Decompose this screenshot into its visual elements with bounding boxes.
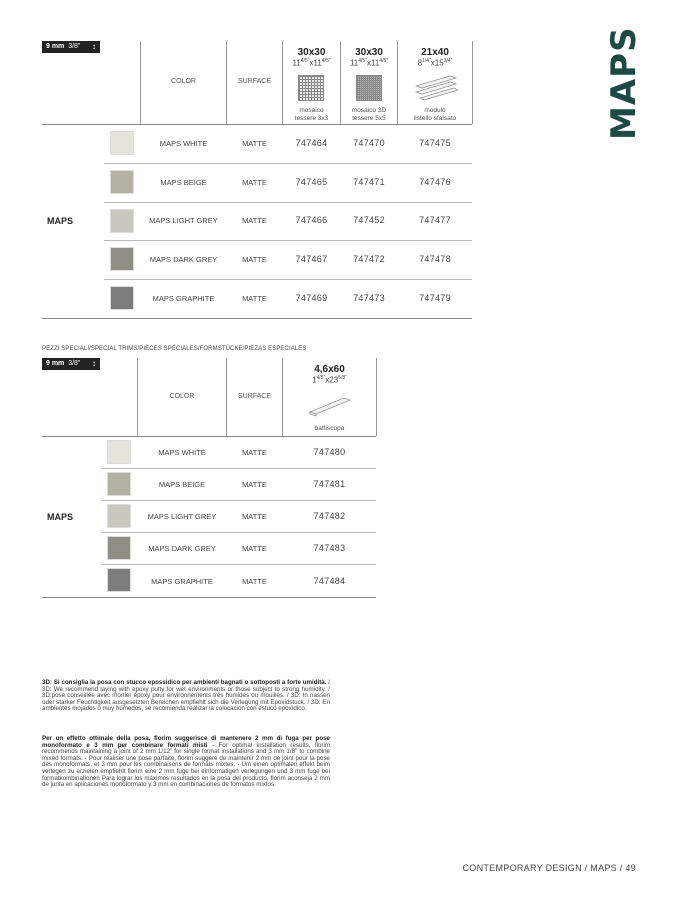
mosaic-5x5-icon	[356, 75, 382, 101]
surface: MATTE	[242, 480, 267, 489]
divider	[102, 532, 376, 533]
column-header-color: COLOR	[169, 393, 195, 400]
product-code: 747481	[313, 479, 346, 489]
column-header-color: COLOR	[171, 78, 196, 85]
format-caption: mosaico 3D tessere 5x5	[351, 107, 387, 122]
color-swatch	[107, 504, 131, 528]
surface: MATTE	[242, 178, 267, 187]
format-inches: $11^{4/5"}x11^{4/5"}$	[292, 58, 331, 68]
product-code: 747469	[295, 293, 328, 303]
series-label: MAPS	[47, 216, 74, 226]
divider	[104, 202, 472, 203]
format-caption: battiscopa	[314, 425, 345, 432]
product-code: 747473	[353, 293, 385, 303]
color-name: MAPS LIGHT GREY	[147, 512, 217, 521]
thickness-mm: 9 mm	[46, 43, 65, 50]
format-inches: $1^{4/5"}x23^{5/8"}$	[312, 375, 347, 385]
format-size: 30x30	[355, 47, 383, 58]
surface: MATTE	[242, 512, 267, 521]
color-name: MAPS WHITE	[159, 139, 208, 148]
product-code: 747477	[419, 215, 451, 225]
note-heading: 3D: Si consiglia la posa con stucco epossidico per ambienti bagnati o sottoposti a forte umidità.	[42, 679, 327, 686]
color-name: MAPS DARK GREY	[148, 544, 216, 553]
format-size: 30x30	[297, 47, 326, 58]
format-size: 4,6x60	[314, 364, 345, 375]
product-code: 747471	[353, 177, 385, 187]
color-swatch	[110, 131, 134, 155]
color-swatch	[107, 568, 131, 592]
color-swatch	[110, 209, 134, 233]
surface: MATTE	[242, 577, 267, 586]
color-name: MAPS GRAPHITE	[152, 294, 215, 303]
color-swatch	[110, 170, 134, 194]
color-name: MAPS GRAPHITE	[151, 577, 213, 586]
divider	[104, 163, 472, 164]
surface: MATTE	[242, 139, 267, 148]
divider	[102, 564, 376, 565]
special-trims-label: PEZZI SPECIALI/SPECIAL TRIMS/PIÈCES SPÉCIALES/FORMSTÜCKE/PIEZAS ESPECIALES	[42, 346, 307, 352]
color-swatch	[110, 286, 134, 310]
divider	[102, 468, 376, 469]
column-header-surface: SURFACE	[237, 393, 272, 400]
product-code: 747478	[419, 254, 451, 264]
surface: MATTE	[242, 448, 267, 457]
thickness-inch: 3/8"	[68, 360, 81, 367]
thickness-inch: 3/8"	[68, 43, 81, 50]
format-inches: $11^{4/5"}x11^{4/5"}$	[349, 58, 389, 68]
color-swatch	[107, 472, 131, 496]
collection-title: MAPS	[604, 26, 644, 140]
product-code: 747475	[419, 138, 451, 148]
product-code: 747479	[419, 293, 451, 303]
product-code: 747466	[295, 215, 328, 225]
product-code: 747467	[295, 254, 328, 264]
note-heading: Per un effetto ottimale della posa, florim suggerisce di mantenere 2 mm di fuga per pose monoformato e 3 mm per combinare formati misti	[42, 735, 330, 749]
product-code: 747482	[313, 511, 346, 521]
divider	[42, 436, 376, 437]
thickness-mm: 9 mm	[46, 360, 65, 367]
color-name: MAPS LIGHT GREY	[149, 216, 218, 225]
product-code: 747470	[353, 138, 385, 148]
product-code: 747464	[295, 138, 328, 148]
divider	[42, 597, 376, 598]
product-code: 747472	[353, 254, 385, 264]
thickness-badge	[42, 358, 100, 370]
divider	[42, 124, 472, 125]
format-caption: mosaico tessere 3x3	[294, 107, 329, 122]
divider	[104, 279, 472, 280]
divider	[376, 358, 377, 436]
color-name: MAPS BEIGE	[160, 178, 207, 187]
series-label: MAPS	[47, 512, 74, 522]
color-name: MAPS BEIGE	[158, 480, 206, 489]
format-inches: $8^{1/4"}x15^{3/4"}$	[417, 58, 453, 68]
surface: MATTE	[242, 544, 267, 553]
format-caption: modulo listello sfalsato	[413, 107, 457, 122]
thickness-arrow-icon: ↕	[92, 359, 96, 368]
divider	[104, 240, 472, 241]
product-code: 747465	[295, 177, 328, 187]
color-name: MAPS DARK GREY	[149, 255, 218, 264]
product-code: 747452	[353, 215, 385, 225]
color-swatch	[107, 440, 131, 464]
thickness-arrow-icon: ↕	[92, 42, 96, 51]
surface: MATTE	[242, 294, 267, 303]
color-name: MAPS WHITE	[158, 448, 206, 457]
product-code: 747480	[313, 447, 346, 457]
listello-icon	[410, 70, 460, 102]
surface: MATTE	[242, 216, 267, 225]
column-header-surface: SURFACE	[237, 78, 272, 85]
surface: MATTE	[242, 255, 267, 264]
color-swatch	[107, 536, 131, 560]
mosaic-3x3-icon	[298, 75, 324, 101]
product-code: 747476	[419, 177, 451, 187]
installation-note-joint	[42, 736, 330, 789]
page-footer: CONTEMPORARY DESIGN / MAPS / 49	[462, 863, 636, 873]
divider	[102, 500, 376, 501]
color-swatch	[110, 247, 134, 271]
note-body: / 3D: We recommend laying with epoxy putty for wet environments or those subject to strong humidity. / 3D:pose conseillée avec mortier époxy pour environnements très humides ou mouillés. / 3D: In nassen oder starker Feuchtigkeit ausgesetzten Bereichen empfiehlt sich die Verlegung mit Epoxidstuck. / 3D: En ambientes mojados o muy húmedos, se recomienda realizar la colocación con estuco epoxídico.	[42, 679, 330, 713]
note-body: - For optimal installation results, florim recommends maintaining a joint of 2 mm 1/12" for single format installations and 3 mm 1/8" to combine mixed formats. - Pour réaliser une pose parfaite, florim suggère de maintenir 2 mm de joint pour la pose des monoformats, et 3 mm pour les combinaisons de formats mixtes. - Um einen optimalen effekt beim verlegen zu erzielen empfiehlt florim eine 2 mm fuge bei einformatigen verlegungen und 3 mm fuge bei formatkombinationen Para lograr los máximos resultados en la posa del producto, florim aconseja 2 mm de junta en aplicaciones monoformato y 3 mm en combinaciones de formatos mixtos.	[42, 741, 330, 789]
divider	[42, 318, 472, 319]
installation-note-3d	[42, 680, 330, 713]
product-code: 747484	[313, 576, 346, 586]
format-size: 21x40	[421, 47, 449, 58]
product-code: 747483	[313, 543, 346, 553]
divider	[472, 41, 473, 124]
battiscopa-icon	[306, 392, 354, 420]
thickness-badge	[42, 41, 100, 53]
